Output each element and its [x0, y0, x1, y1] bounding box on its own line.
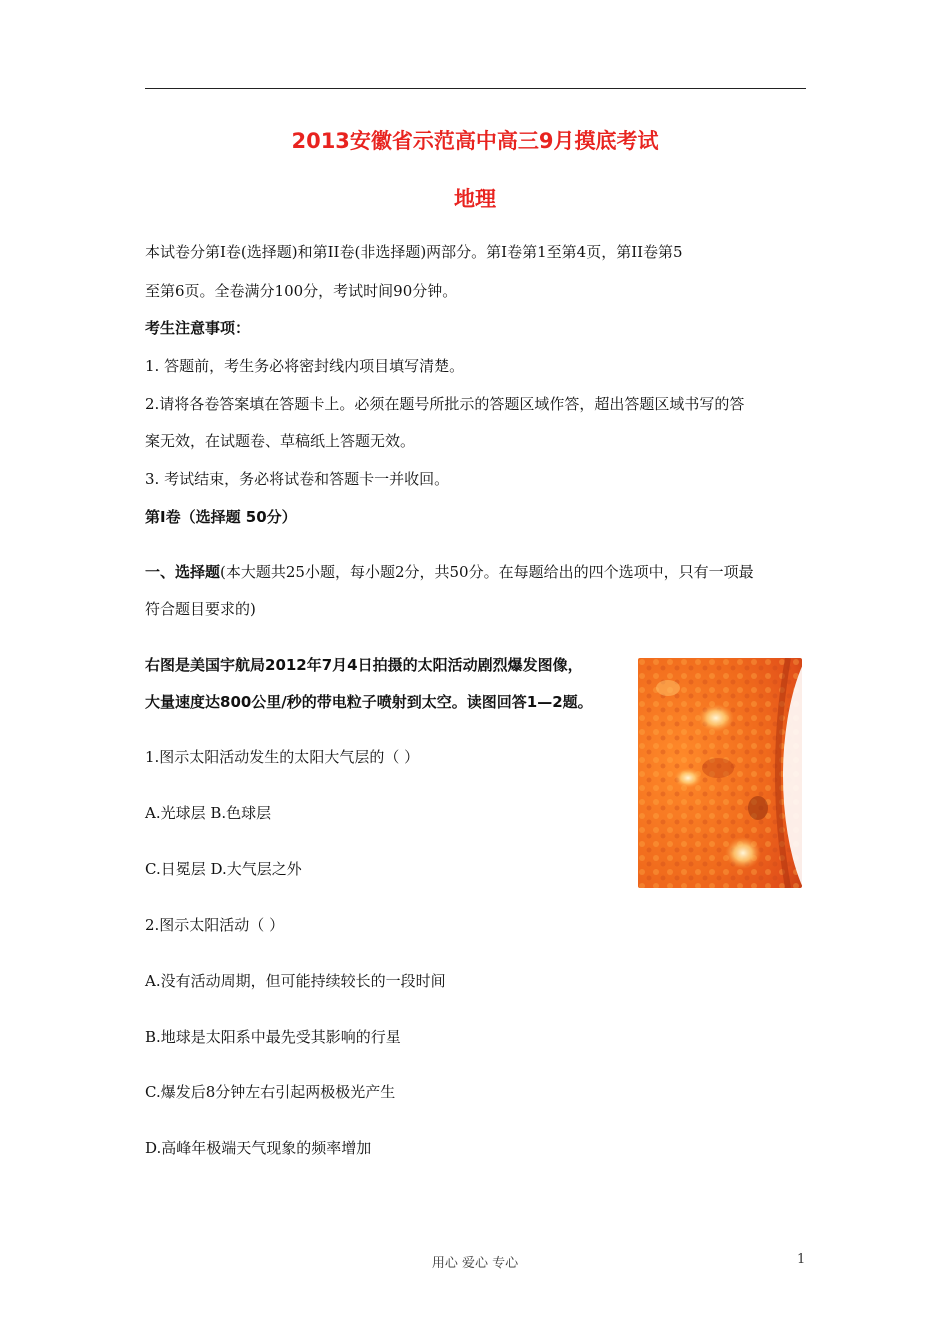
exam-title: 2013安徽省示范高中高三9月摸底考试 [291, 129, 659, 153]
part-label: 一、选择题 [145, 563, 221, 581]
footer-motto: 用心 爱心 专心 [431, 1256, 519, 1271]
sun-photo-graphic [638, 658, 802, 888]
stimulus-line-1: 右图是美国宇航局2012年7月4日拍摄的太阳活动剧烈爆发图像， [145, 656, 583, 674]
question-1-option-ab: A.光球层 B.色球层 [145, 804, 272, 822]
part-description: (本大题共25小题，每小题2分，共50分。在每题给出的四个选项中，只有一项最 [220, 563, 754, 581]
solar-activity-image [638, 658, 802, 888]
notes-item-3: 3. 考试结束，务必将试卷和答题卡一并收回。 [145, 470, 450, 488]
part-header [145, 561, 754, 583]
question-2-option-b: B.地球是太阳系中最先受其影响的行星 [145, 1028, 401, 1046]
header-rule [145, 88, 806, 89]
question-2-option-c: C.爆发后8分钟左右引起两极极光产生 [145, 1083, 396, 1101]
section-title: 第Ⅰ卷（选择题 50分） [145, 508, 297, 526]
question-1-option-cd: C.日冕层 D.大气层之外 [145, 860, 302, 878]
intro-line-1: 本试卷分第Ⅰ卷(选择题)和第II卷(非选择题)两部分。第Ⅰ卷第1至第4页，第II卷第5 [145, 243, 683, 261]
question-2-stem: 2.图示太阳活动（ ） [145, 916, 285, 934]
question-1-stem: 1.图示太阳活动发生的太阳大气层的（ ） [145, 748, 420, 766]
question-2-option-a: A.没有活动周期，但可能持续较长的一段时间 [145, 972, 446, 990]
notes-item-2-line-1: 2.请将各卷答案填在答题卡上。必须在题号所批示的答题区域作答，超出答题区域书写的答 [145, 395, 745, 413]
notes-item-2-line-2: 案无效，在试题卷、草稿纸上答题无效。 [145, 432, 416, 450]
subject-title: 地理 [454, 187, 496, 211]
notes-heading: 考生注意事项： [145, 319, 251, 337]
part-description-line-2: 符合题目要求的) [145, 600, 256, 618]
notes-item-1: 1. 答题前，考生务必将密封线内项目填写清楚。 [145, 357, 465, 375]
stimulus-line-2: 大量速度达800公里/秒的带电粒子喷射到太空。读图回答1—2题。 [145, 693, 593, 711]
intro-line-2: 至第6页。全卷满分100分，考试时间90分钟。 [145, 282, 458, 300]
page-number: 1 [797, 1252, 806, 1267]
question-2-option-d: D.高峰年极端天气现象的频率增加 [145, 1139, 372, 1157]
